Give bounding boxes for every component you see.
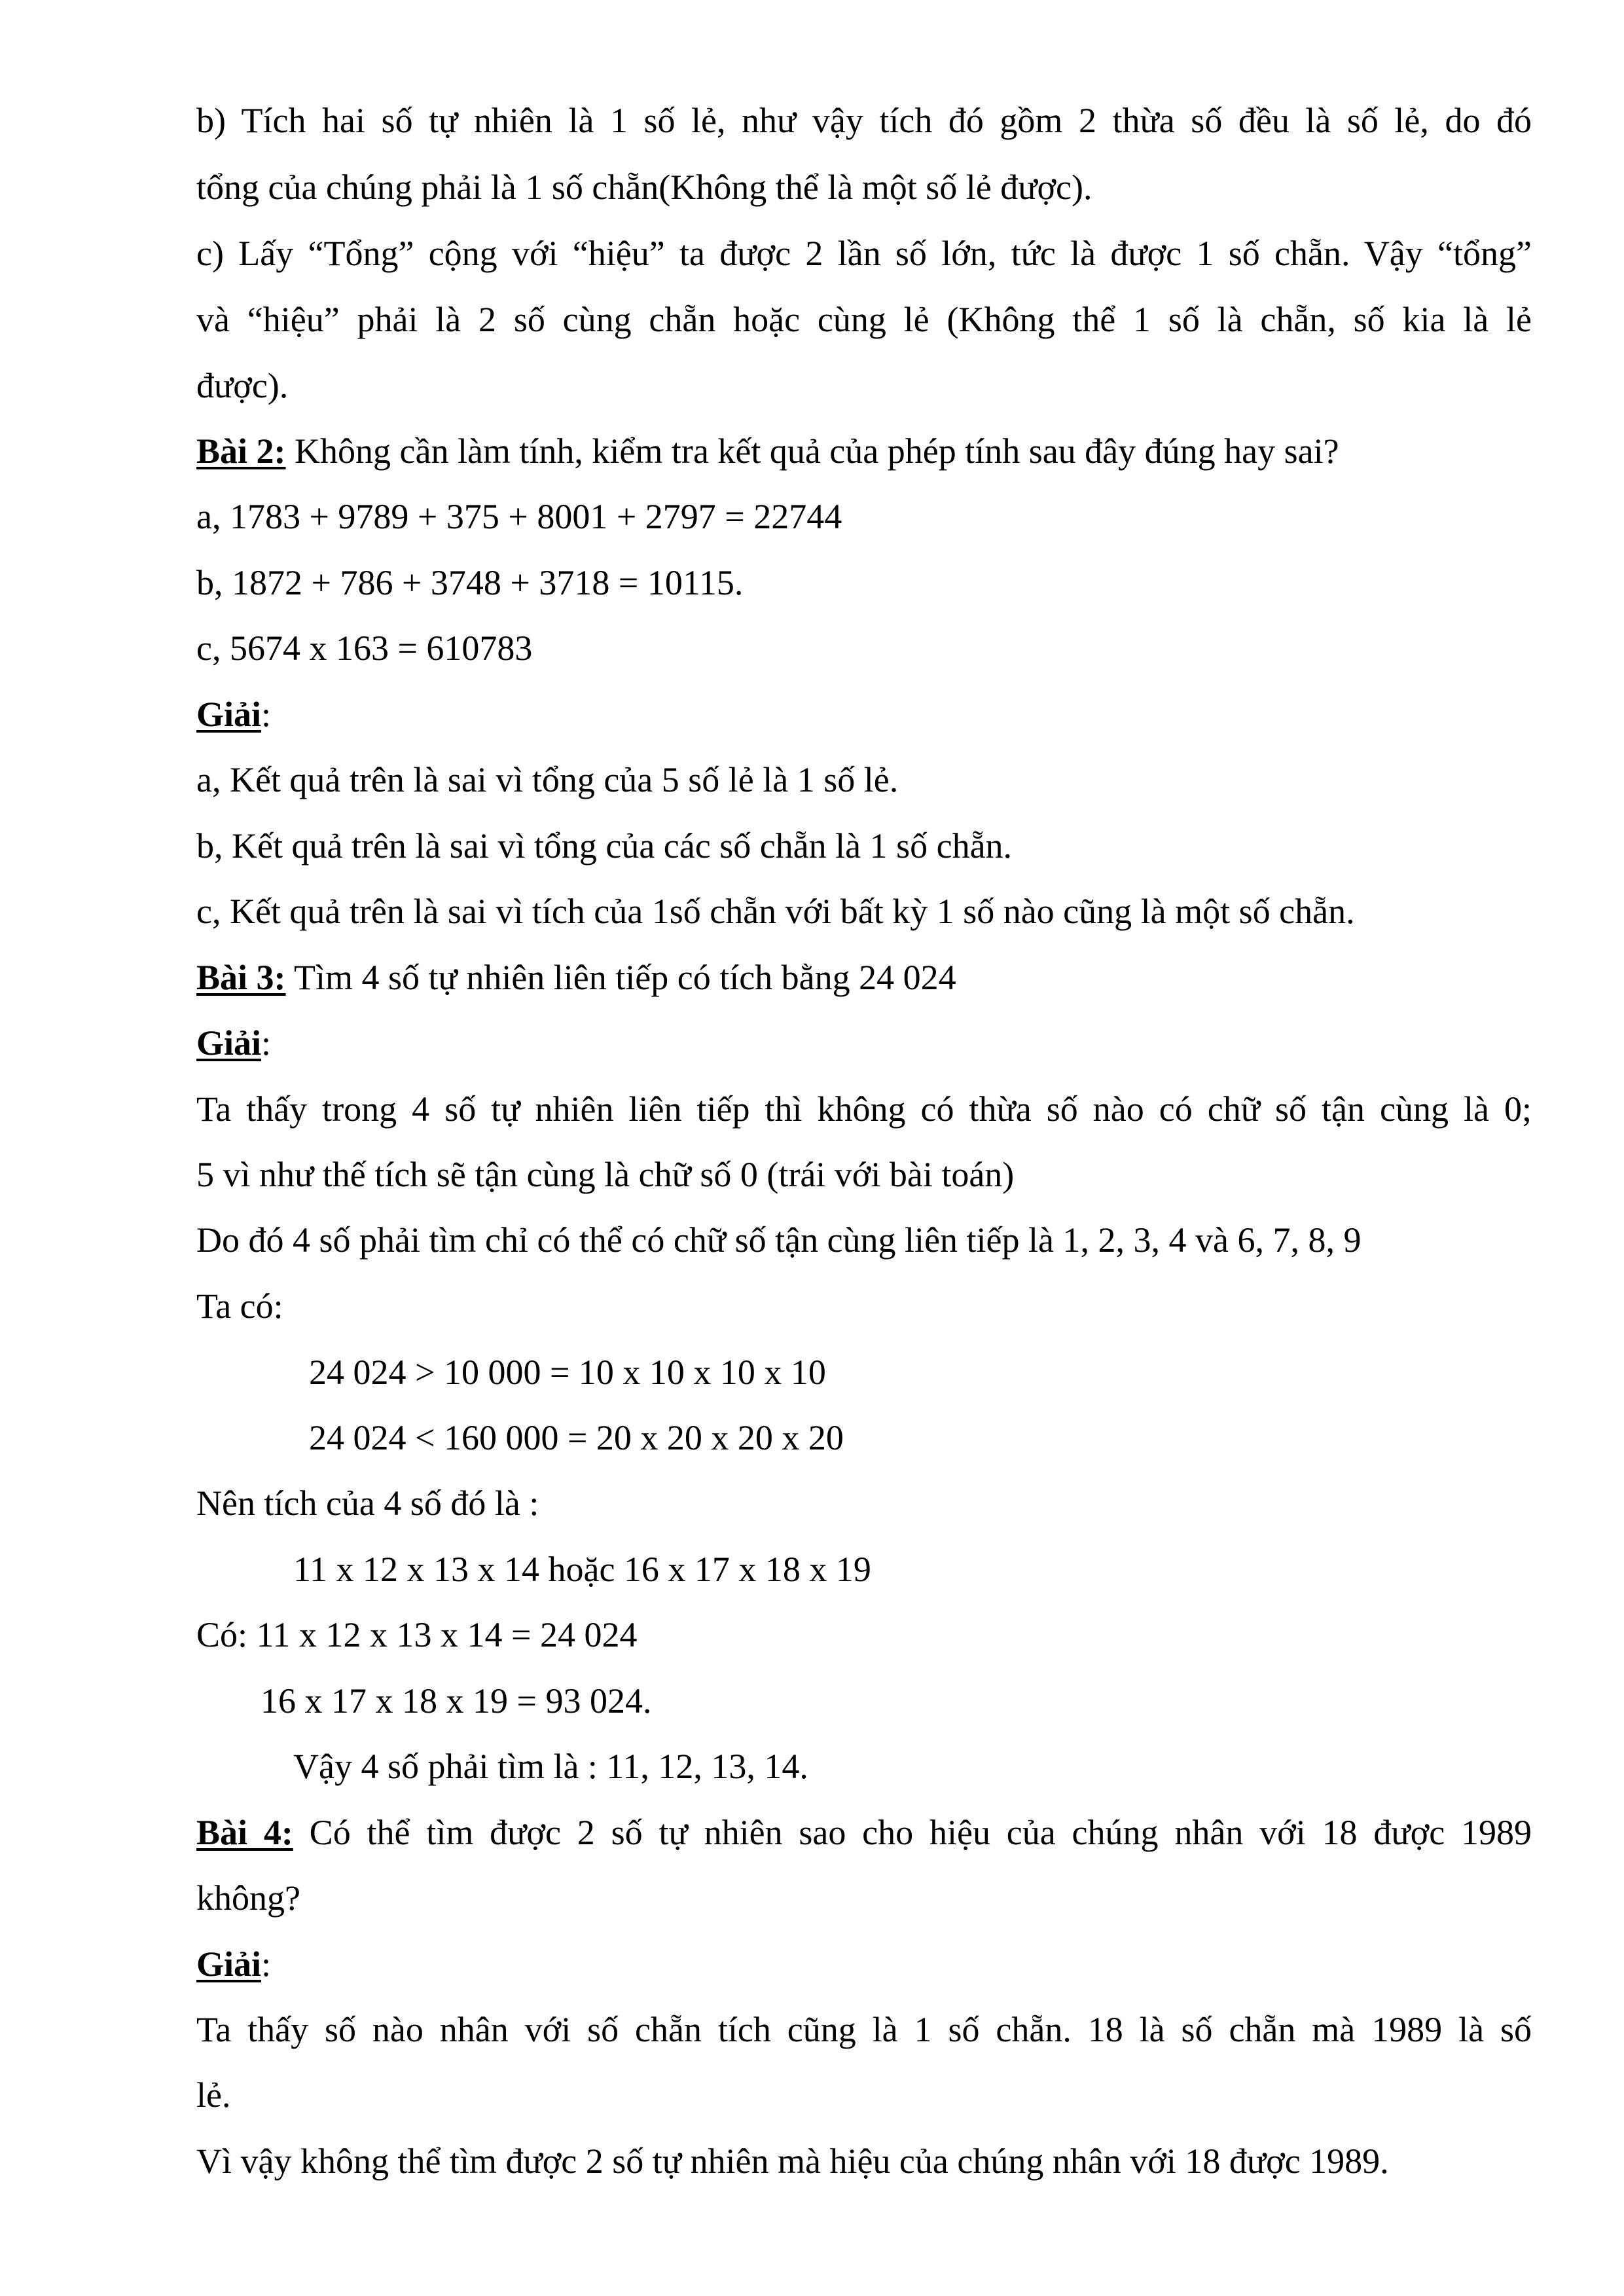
bai4-line: lẻ. <box>196 2075 231 2115</box>
text-line: tổng của chúng phải là 1 số chẵn(Không thể là một số lẻ được). <box>196 168 1092 207</box>
bai4-solution-title <box>196 1943 271 1985</box>
bai3-inequality: 24 024 < 160 000 = 20 x 20 x 20 x 20 <box>309 1418 844 1457</box>
bai3-solution-heading: Giải <box>196 1023 262 1063</box>
bai3-line: Do đó 4 số phải tìm chỉ có thể có chữ số tận cùng liên tiếp là 1, 2, 3, 4 và 6, 7, 8, 9 <box>196 1220 1362 1260</box>
bai2-question <box>196 430 1339 472</box>
bai3-line: Nên tích của 4 số đó là : <box>196 1484 539 1523</box>
colon: : <box>261 695 272 734</box>
bai3-inequality: 24 024 > 10 000 = 10 x 10 x 10 x 10 <box>309 1353 826 1392</box>
bai3-product-options: 11 x 12 x 13 x 14 hoặc 16 x 17 x 18 x 19 <box>293 1550 871 1589</box>
bai3-line: Ta có: <box>196 1286 283 1326</box>
bai3-solution-title <box>196 1022 271 1064</box>
bai4-question <box>196 1812 1532 1853</box>
bai4-question-cont: không? <box>196 1878 300 1918</box>
bai2-solution-title <box>196 693 271 735</box>
bai2-solution-c: c, Kết quả trên là sai vì tích của 1số chẵn với bất kỳ 1 số nào cũng là một số chẵn. <box>196 892 1355 931</box>
bai3-heading: Bài 3: <box>196 958 286 997</box>
colon: : <box>261 1944 272 1984</box>
bai4-solution-heading: Giải <box>196 1944 262 1984</box>
bai4-line: Ta thấy số nào nhân với số chẵn tích cũng là 1 số chẵn. 18 là số chẵn mà 1989 là số <box>196 2010 1532 2049</box>
bai3-question <box>196 957 956 998</box>
bai2-question-text: Không cần làm tính, kiểm tra kết quả của phép tính sau đây đúng hay sai? <box>285 431 1339 471</box>
bai2-heading: Bài 2: <box>196 431 286 471</box>
bai4-line: Vì vậy không thể tìm được 2 số tự nhiên mà hiệu của chúng nhân với 18 được 1989. <box>196 2141 1389 2181</box>
bai2-solution-b: b, Kết quả trên là sai vì tổng của các số chẵn là 1 số chẵn. <box>196 826 1013 866</box>
bai2-item-b: b, 1872 + 786 + 3748 + 3718 = 10115. <box>196 563 744 602</box>
bai2-solution-heading: Giải <box>196 695 262 734</box>
bai3-question-text: Tìm 4 số tự nhiên liên tiếp có tích bằng 24 024 <box>285 958 956 997</box>
bai3-check: Có: 11 x 12 x 13 x 14 = 24 024 <box>196 1615 638 1654</box>
text-line: b) Tích hai số tự nhiên là 1 số lẻ, như vậy tích đó gồm 2 thừa số đều là số lẻ, do đó <box>196 101 1532 140</box>
bai2-solution-a: a, Kết quả trên là sai vì tổng của 5 số lẻ là 1 số lẻ. <box>196 760 899 799</box>
text-line: được). <box>196 366 289 405</box>
colon: : <box>261 1023 272 1063</box>
bai2-item-a: a, 1783 + 9789 + 375 + 8001 + 2797 = 22744 <box>196 497 842 536</box>
bai4-heading: Bài 4: <box>196 1813 293 1852</box>
bai3-line: Ta thấy trong 4 số tự nhiên liên tiếp thì không có thừa số nào có chữ số tận cùng là 0; <box>196 1089 1532 1129</box>
bai3-line: 5 vì như thế tích sẽ tận cùng là chữ số 0 (trái với bài toán) <box>196 1155 1015 1194</box>
bai4-question-text: Có thể tìm được 2 số tự nhiên sao cho hiệu của chúng nhân với 18 được 1989 <box>293 1813 1532 1852</box>
bai3-check: 16 x 17 x 18 x 19 = 93 024. <box>261 1681 652 1721</box>
text-line: và “hiệu” phải là 2 số cùng chẵn hoặc cùng lẻ (Không thể 1 số là chẵn, số kia là lẻ <box>196 300 1532 339</box>
text-line: c) Lấy “Tổng” cộng với “hiệu” ta được 2 lần số lớn, tức là được 1 số chẵn. Vậy “tổng” <box>196 234 1532 273</box>
bai3-answer: Vậy 4 số phải tìm là : 11, 12, 13, 14. <box>293 1747 808 1786</box>
bai2-item-c: c, 5674 x 163 = 610783 <box>196 629 533 668</box>
